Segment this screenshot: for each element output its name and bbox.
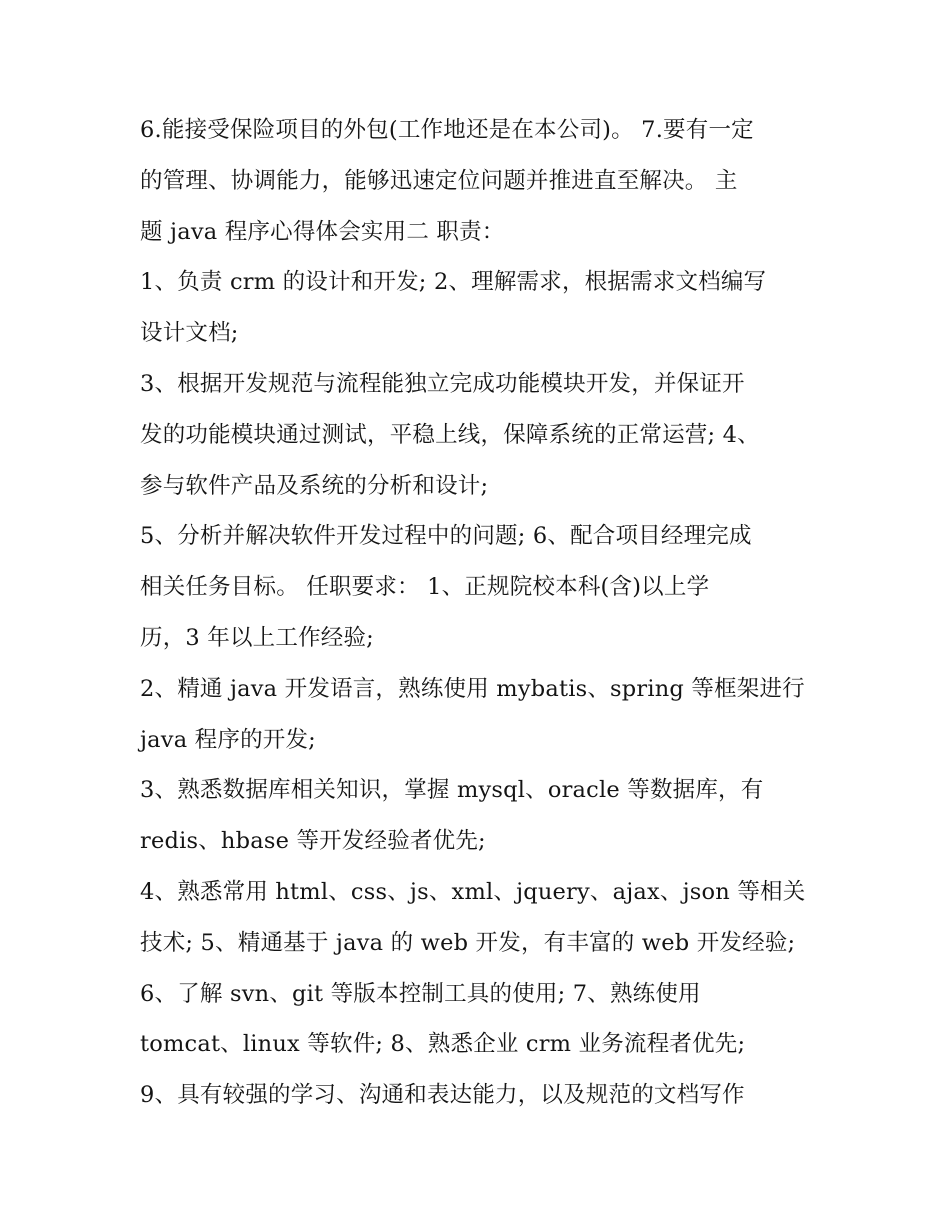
document-body: [140, 105, 820, 1121]
text-line: 6、了解 svn、git 等版本控制工具的使用; 7、熟练使用: [140, 980, 701, 1007]
text-line: 设计文档;: [140, 320, 239, 347]
text-line: 4、熟悉常用 html、css、js、xml、jquery、ajax、json 等相关: [140, 878, 806, 905]
text-line: java 程序的开发;: [140, 726, 316, 753]
text-line: 3、根据开发规范与流程能独立完成功能模块开发，并保证开: [140, 370, 745, 397]
text-line: 3、熟悉数据库相关知识，掌握 mysql、oracle 等数据库，有: [140, 777, 764, 804]
text-line: 参与软件产品及系统的分析和设计;: [140, 472, 489, 499]
text-line: 题 java 程序心得体会实用二 职责：: [140, 218, 505, 245]
text-line: 5、分析并解决软件开发过程中的问题; 6、配合项目经理完成: [140, 523, 752, 550]
text-line: 1、负责 crm 的设计和开发; 2、理解需求，根据需求文档编写: [140, 269, 767, 296]
text-line: 6.能接受保险项目的外包(工作地还是在本公司)。 7.要有一定: [140, 117, 754, 143]
text-line: 9、具有较强的学习、沟通和表达能力，以及规范的文档写作: [140, 1082, 745, 1109]
text-line: 历，3 年以上工作经验;: [140, 624, 374, 651]
text-line: 技术; 5、精通基于 java 的 web 开发，有丰富的 web 开发经验;: [140, 929, 796, 956]
text-line: 相关任务目标。 任职要求： 1、正规院校本科(含)以上学: [140, 574, 710, 601]
text-line: tomcat、linux 等软件; 8、熟悉企业 crm 业务流程者优先;: [140, 1031, 746, 1058]
text-line: redis、hbase 等开发经验者优先;: [140, 828, 486, 855]
text-line: 的管理、协调能力，能够迅速定位问题并推进直至解决。 主: [140, 167, 738, 194]
text-line: 2、精通 java 开发语言，熟练使用 mybatis、spring 等框架进行: [140, 675, 805, 702]
text-line: 发的功能模块通过测试，平稳上线，保障系统的正常运营; 4、: [140, 421, 760, 448]
